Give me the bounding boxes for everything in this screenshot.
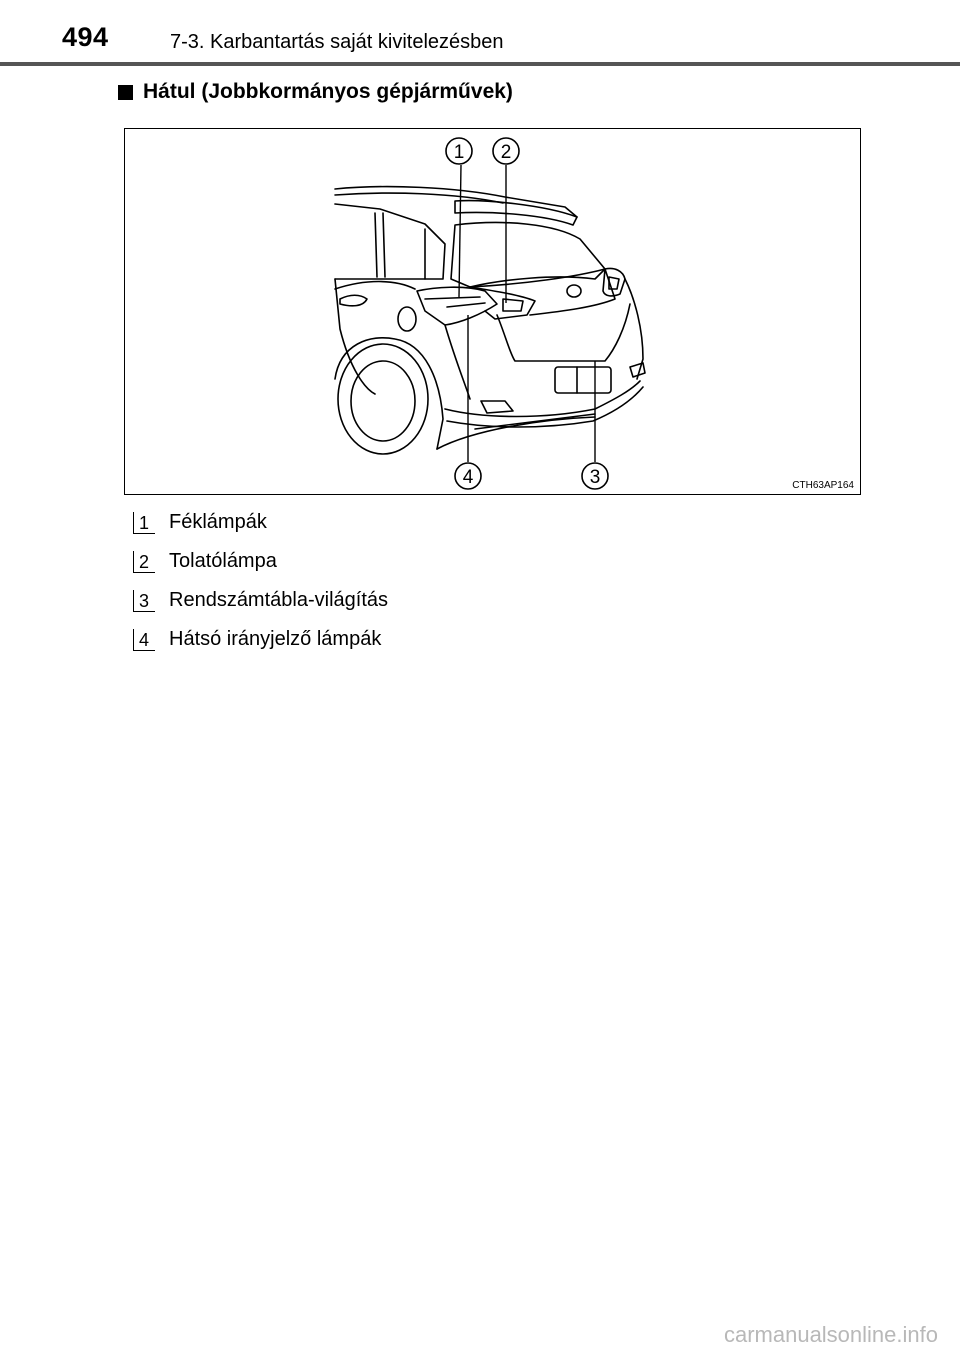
callout-4 — [455, 463, 481, 489]
legend-item — [133, 504, 388, 541]
legend-label: Féklámpák — [169, 511, 267, 533]
callout-2-label: 2 — [500, 142, 512, 163]
page-header — [0, 0, 960, 70]
legend-number-marker: 2 — [133, 551, 155, 573]
legend-item — [133, 582, 388, 619]
legend-number-marker: 4 — [133, 629, 155, 651]
figure-code: CTH63AP164 — [792, 480, 854, 491]
car-rear-figure — [124, 128, 861, 495]
callout-4-label: 4 — [462, 467, 474, 488]
legend-item — [133, 621, 388, 658]
page-number: 494 — [62, 22, 109, 52]
section-title-text: Hátul (Jobbkormányos gépjárművek) — [143, 80, 513, 103]
legend-number-marker: 3 — [133, 590, 155, 612]
callout-2 — [493, 138, 519, 164]
section-title — [118, 80, 513, 104]
chapter-title: 7-3. Karbantartás saját kivitelezésben — [170, 31, 504, 53]
legend-list — [133, 504, 388, 660]
legend-label: Rendszámtábla-világítás — [169, 589, 388, 611]
legend-number-marker: 1 — [133, 512, 155, 534]
callout-1-label: 1 — [453, 142, 465, 163]
callout-1 — [446, 138, 472, 164]
legend-item — [133, 543, 388, 580]
header-rule — [0, 62, 960, 66]
legend-label: Tolatólámpa — [169, 550, 277, 572]
legend-label: Hátsó irányjelző lámpák — [169, 628, 382, 650]
callout-3 — [582, 463, 608, 489]
car-rear-illustration — [125, 129, 861, 495]
section-bullet-icon — [118, 85, 133, 100]
callout-3-label: 3 — [589, 467, 601, 488]
watermark: carmanualsonline.info — [723, 1322, 938, 1347]
